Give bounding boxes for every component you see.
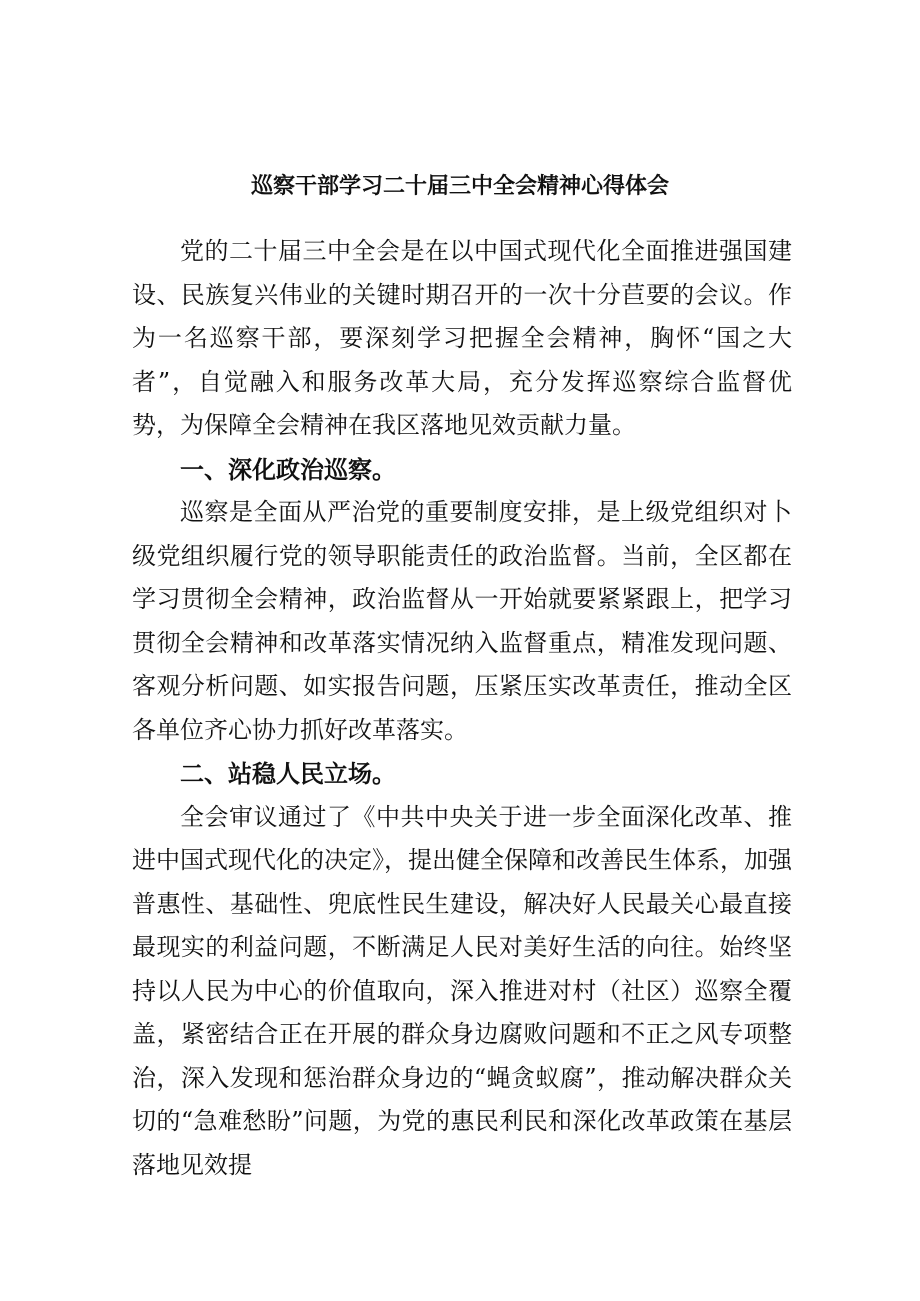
document-body	[132, 230, 792, 1187]
section-heading-1: 一、深化政治巡察。	[180, 454, 396, 484]
section-heading-2: 二、站稳人民立场。	[180, 759, 396, 788]
document-title: 巡察干部学习二十届三中全会精神心得体会	[250, 173, 669, 199]
section-paragraph-2: 全会审议通过了《中共中央关于进一步全面深化改革、推进中国式现代化的决定》，提出健全保障和改善民生体系，加强普惠性、基础性、兜底性民生建设，解决好人民最关心最直接最现实的利益问题，不断满足人民对美好生活的向往。始终坚持以人民为中心的价值取向，深入推进对村（社区）巡察全覆盖，紧密结合正在开展的群众身边腐败问题和不正之风专项整治，深入发现和惩治群众身边的“蝇贪蚁腐”，推动解决群众关切的“急难愁盼”问题，为党的惠民利民和深化改革政策在基层落地见效提	[132, 802, 792, 1179]
section-paragraph-1: 巡察是全面从严治党的重要制度安排，是上级党组织对卜级党组织履行党的领导职能责任的政治监督。当前，全区都在学习贯彻全会精神，政治监督从一开始就要紧紧跟上，把学习贯彻全会精神和改革落实情况纳入监督重点，精准发现问题、客观分析问题、如实报告问题，压紧压实改革责任，推动全区各单位齐心协力抓好改革落实。	[132, 498, 792, 744]
intro-paragraph: 党的二十届三中全会是在以中国式现代化全面推进强国建设、民族复兴伟业的关键时期召开的一次十分苣要的会议。作为一名巡察干部，要深刻学习把握全会精神，胸怀“国之大者”，自觉融入和服务改革大局，充分发挥巡察综合监督优势，为保障全会精神在我区落地见效贡献力量。	[132, 237, 792, 439]
